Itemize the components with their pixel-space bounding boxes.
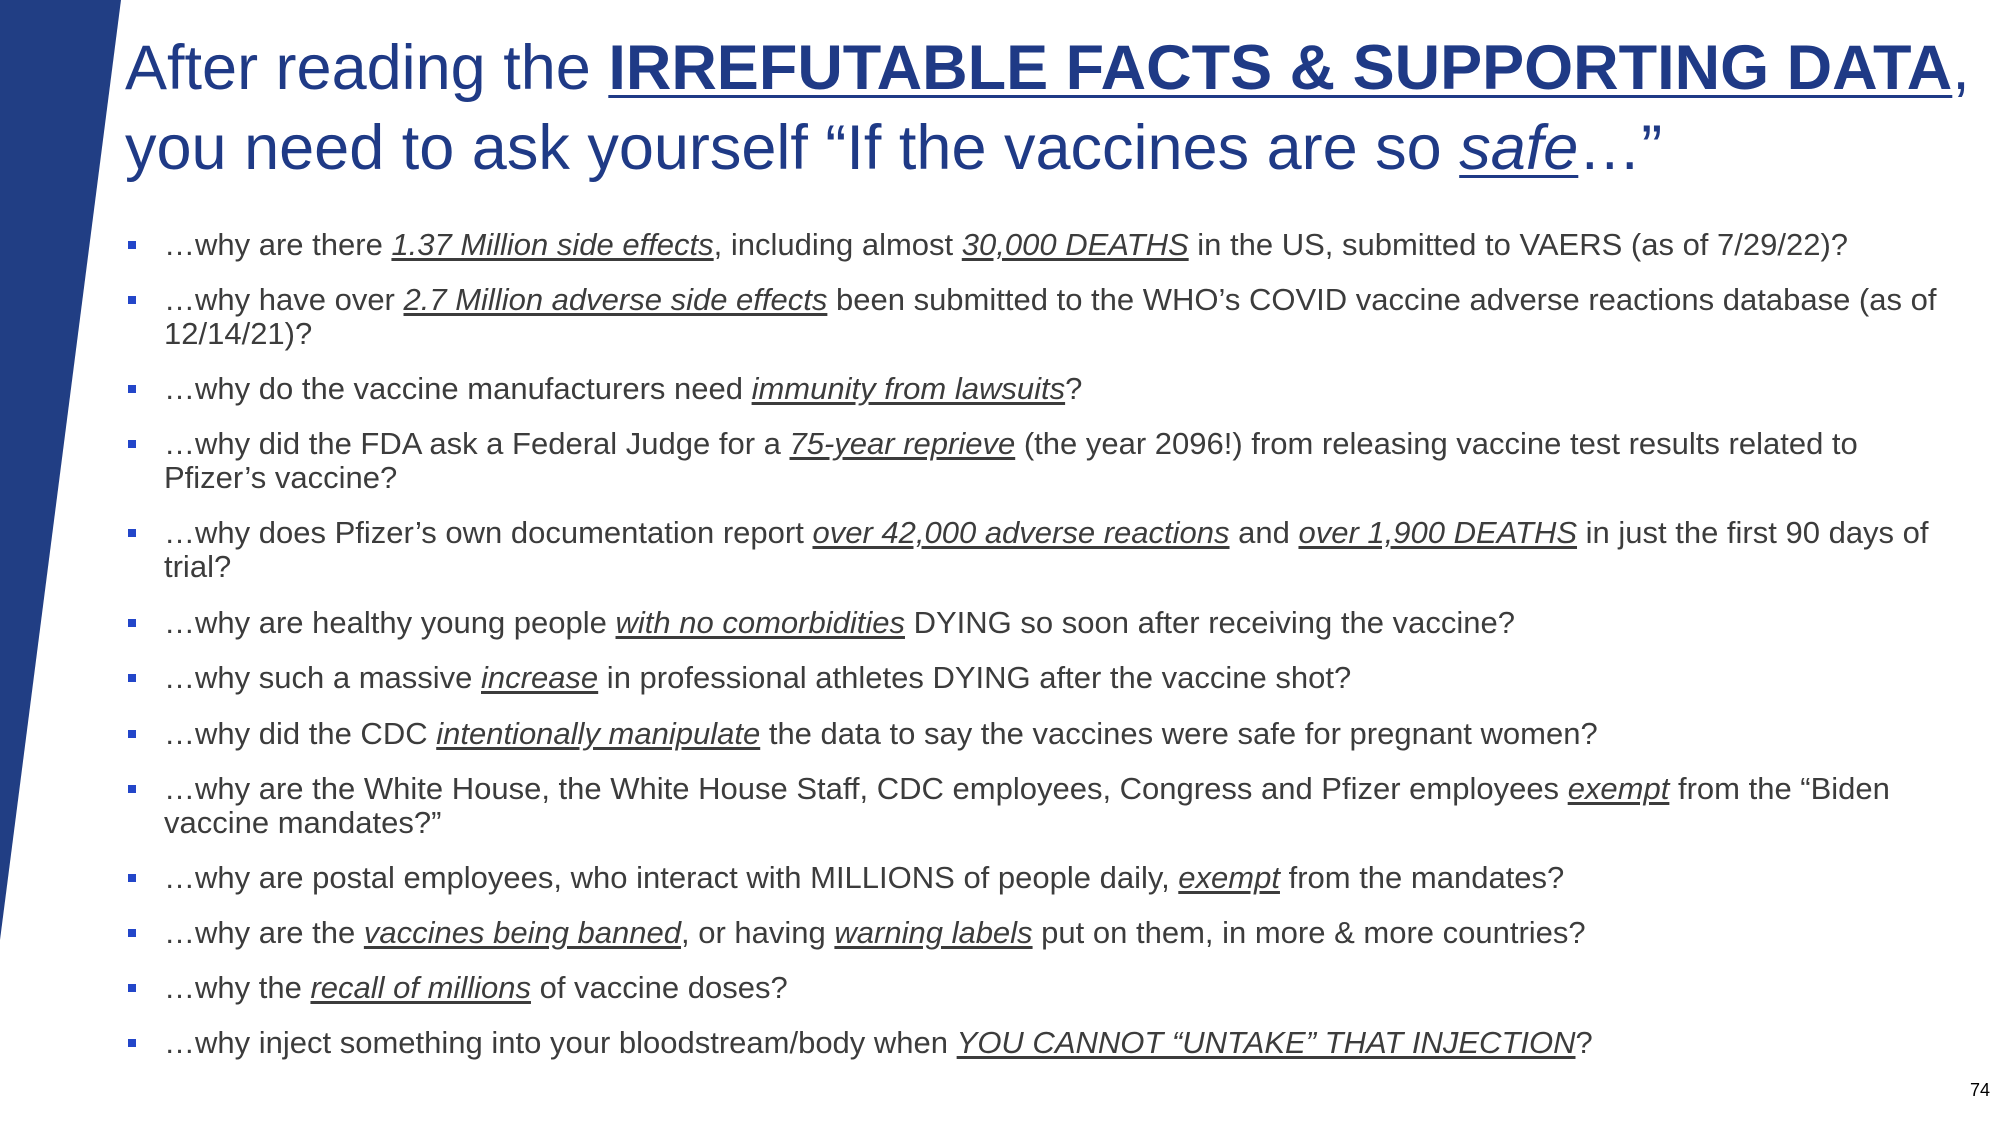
bullet-highlight: 1.37 Million side effects: [391, 227, 714, 262]
bullet-item: [164, 661, 1964, 695]
bullet-item: [164, 427, 1964, 495]
bullet-highlight: over 1,900 DEATHS: [1298, 515, 1578, 550]
title-line2-emphasis: safe: [1459, 113, 1579, 183]
bullet-text: …why does Pfizer’s own documentation report: [164, 515, 813, 550]
square-bullet-icon: [128, 619, 136, 627]
bullet-text: …why the: [164, 970, 311, 1005]
bullet-text: …why did the FDA ask a Federal Judge for a: [164, 426, 790, 461]
title-line1-emphasis: IRREFUTABLE FACTS & SUPPORTING DATA: [608, 33, 1953, 103]
bullet-highlight: intentionally manipulate: [436, 716, 761, 751]
bullet-text: from the “Biden vaccine mandates?”: [164, 771, 1890, 840]
bullet-text: been submitted to the WHO’s COVID vaccine adverse reactions database (as of 12/14/21)?: [164, 282, 1937, 351]
bullet-text: …why are the: [164, 915, 364, 950]
square-bullet-icon: [128, 730, 136, 738]
square-bullet-icon: [128, 529, 136, 537]
bullet-highlight: vaccines being banned: [363, 915, 682, 950]
title-line2-suffix: …”: [1578, 113, 1663, 183]
bullet-text: …why are healthy young people: [164, 605, 616, 640]
bullet-item: [164, 516, 1964, 584]
bullet-highlight: YOU CANNOT “UNTAKE” THAT INJECTION: [956, 1025, 1576, 1060]
square-bullet-icon: [128, 984, 136, 992]
page-number: 74: [1969, 1080, 1990, 1100]
bullet-text: the data to say the vaccines were safe for pregnant women?: [760, 716, 1598, 751]
bullet-text: and: [1229, 515, 1299, 550]
bullet-item: [164, 228, 1964, 262]
bullet-highlight: 75-year reprieve: [789, 426, 1016, 461]
square-bullet-icon: [128, 385, 136, 393]
title-line1-prefix: After reading the: [125, 33, 609, 103]
square-bullet-icon: [128, 1039, 136, 1047]
square-bullet-icon: [128, 874, 136, 882]
bullet-highlight: exempt: [1178, 860, 1280, 895]
bullet-item: [164, 971, 1964, 1005]
bullet-item: [164, 916, 1964, 950]
bullet-item: [164, 717, 1964, 751]
bullet-text: in the US, submitted to VAERS (as of 7/29/22)?: [1188, 227, 1849, 262]
bullet-item: [164, 772, 1964, 840]
square-bullet-icon: [128, 296, 136, 304]
bullet-text: …why do the vaccine manufacturers need: [164, 371, 752, 406]
bullet-text: in just the first 90 days of trial?: [164, 515, 1929, 584]
bullet-text: in professional athletes DYING after the vaccine shot?: [598, 660, 1352, 695]
square-bullet-icon: [128, 440, 136, 448]
bullet-item: [164, 372, 1964, 406]
bullet-text: …why inject something into your bloodstream/body when: [164, 1025, 957, 1060]
square-bullet-icon: [128, 241, 136, 249]
bullet-highlight: increase: [481, 660, 599, 695]
bullet-text: …why did the CDC: [164, 716, 437, 751]
square-bullet-icon: [128, 785, 136, 793]
bullet-text: ?: [1575, 1025, 1593, 1060]
bullet-text: …why are postal employees, who interact with MILLIONS of people daily,: [164, 860, 1179, 895]
square-bullet-icon: [128, 674, 136, 682]
bullet-text: …why are the White House, the White House Staff, CDC employees, Congress and Pfizer employees: [164, 771, 1568, 806]
bullet-highlight: 2.7 Million adverse side effects: [403, 282, 828, 317]
bullet-text: put on them, in more & more countries?: [1032, 915, 1586, 950]
bullet-text: DYING so soon after receiving the vaccine?: [904, 605, 1515, 640]
bullet-highlight: recall of millions: [310, 970, 531, 1005]
square-bullet-icon: [128, 929, 136, 937]
bullet-highlight: immunity from lawsuits: [751, 371, 1066, 406]
title-line1-suffix: ,: [1952, 33, 1970, 103]
title-line2-prefix: you need to ask yourself “If the vaccines are so: [125, 113, 1460, 183]
bullet-highlight: with no comorbidities: [615, 605, 905, 640]
bullet-text: , or having: [681, 915, 835, 950]
bullet-item: [164, 1026, 1964, 1060]
bullet-highlight: 30,000 DEATHS: [961, 227, 1189, 262]
bullet-highlight: exempt: [1567, 771, 1670, 806]
bullet-item: [164, 861, 1964, 895]
bullet-text: , including almost: [713, 227, 962, 262]
bullet-text: …why have over: [164, 282, 404, 317]
slide-title: [125, 28, 1975, 188]
bullet-highlight: over 42,000 adverse reactions: [812, 515, 1230, 550]
bullet-item: [164, 606, 1964, 640]
bullet-text: (the year 2096!) from releasing vaccine test results related to Pfizer’s vaccine?: [164, 426, 1858, 495]
bullet-text: …why are there: [164, 227, 392, 262]
bullet-highlight: warning labels: [834, 915, 1033, 950]
bullet-text: from the mandates?: [1279, 860, 1565, 895]
bullet-item: [164, 283, 1964, 351]
bullet-text: ?: [1065, 371, 1083, 406]
bullet-text: of vaccine doses?: [530, 970, 788, 1005]
bullet-text: …why such a massive: [164, 660, 481, 695]
